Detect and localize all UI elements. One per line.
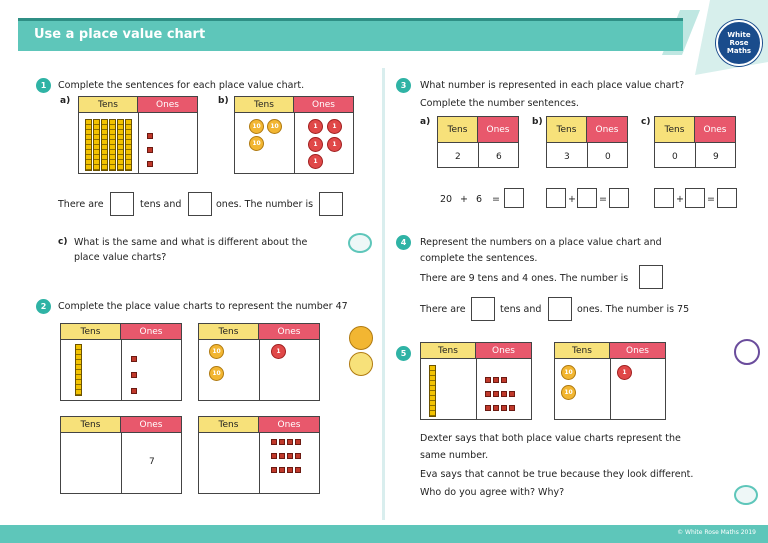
- ones-cube: [485, 391, 491, 397]
- q5-line-2: same number.: [420, 450, 489, 461]
- q1-tens-answer-box[interactable]: [110, 192, 134, 216]
- q3c-answer-box[interactable]: [717, 188, 737, 208]
- ones-header: Ones: [695, 117, 735, 143]
- q2-chart-4: [198, 416, 320, 494]
- tens-value: 0: [672, 152, 678, 162]
- tens-header: Tens: [199, 417, 259, 433]
- tens-header: Tens: [61, 324, 121, 340]
- one-counter: 1: [327, 119, 342, 134]
- q5-line-4: Who do you agree with? Why?: [420, 487, 565, 498]
- ones-header: Ones: [121, 417, 181, 433]
- ten-counter: 10: [267, 119, 282, 134]
- ones-value: 6: [496, 152, 502, 162]
- q1-there-are: There are: [58, 199, 104, 210]
- logo-line-3: Maths: [726, 47, 752, 55]
- column-divider: [382, 68, 385, 520]
- tens-value: 3: [564, 152, 570, 162]
- q1-tens-and: tens and: [140, 199, 182, 210]
- one-counter: 1: [308, 137, 323, 152]
- ten-counter: 10: [209, 344, 224, 359]
- q1-ones-answer-box[interactable]: [188, 192, 212, 216]
- one-counter: 1: [617, 365, 632, 380]
- tens-header: Tens: [79, 97, 138, 113]
- ones-cube: [279, 467, 285, 473]
- tens-header: Tens: [199, 324, 259, 340]
- q3a-eq-plus: +: [460, 194, 468, 205]
- tens-rod: [117, 119, 124, 171]
- ones-header: Ones: [476, 343, 531, 359]
- ten-counter: 10: [561, 365, 576, 380]
- ones-cube: [279, 439, 285, 445]
- ones-header: Ones: [138, 97, 197, 113]
- ones-cube: [295, 439, 301, 445]
- q3b-tens-box[interactable]: [546, 188, 566, 208]
- q2-chart-2: [198, 323, 320, 401]
- q5-chart-eva: [554, 342, 666, 420]
- q1a-label: a): [60, 96, 71, 106]
- tens-rod: [125, 119, 132, 171]
- ones-cube: [501, 391, 507, 397]
- ten-counter: 10: [249, 119, 264, 134]
- q4-tens-answer-box[interactable]: [471, 297, 495, 321]
- ones-value: 9: [713, 152, 719, 162]
- tens-header: Tens: [547, 117, 587, 143]
- ones-header: Ones: [587, 117, 627, 143]
- q4-line-3: There are 9 tens and 4 ones. The number is: [420, 273, 629, 284]
- tens-header: Tens: [555, 343, 610, 359]
- ones-cube: [295, 453, 301, 459]
- brain-challenge-icon: [734, 339, 760, 365]
- q4-line-1: Represent the numbers on a place value chart and: [420, 237, 662, 248]
- ones-cube: [147, 147, 153, 153]
- ones-cube: [287, 439, 293, 445]
- ten-counter: 10: [561, 385, 576, 400]
- tens-rod: [109, 119, 116, 171]
- ones-cube: [287, 467, 293, 473]
- q5-number-badge: 5: [396, 346, 411, 361]
- q1b-label: b): [218, 96, 229, 106]
- ones-cube: [509, 405, 515, 411]
- ones-cube: [493, 405, 499, 411]
- ones-header: Ones: [294, 97, 353, 113]
- footer-bar: [0, 525, 768, 543]
- q1-number-answer-box[interactable]: [319, 192, 343, 216]
- white-rose-maths-logo: [716, 20, 762, 66]
- ones-header: Ones: [610, 343, 665, 359]
- ones-cube: [279, 453, 285, 459]
- ones-cube: [485, 405, 491, 411]
- copyright: © White Rose Maths 2019: [677, 529, 756, 536]
- q1-prompt: Complete the sentences for each place value chart.: [58, 80, 305, 91]
- ones-header: Ones: [478, 117, 518, 143]
- tens-header: Tens: [655, 117, 695, 143]
- ones-cube: [147, 161, 153, 167]
- q3c-eq-equals: =: [707, 194, 715, 205]
- tens-rod: [101, 119, 108, 171]
- ones-cube: [509, 391, 515, 397]
- q3-prompt-2: Complete the number sentences.: [420, 98, 579, 109]
- tens-header: Tens: [235, 97, 294, 113]
- q3b-eq-plus: +: [568, 194, 576, 205]
- ones-cube: [271, 439, 277, 445]
- ones-cube: [295, 467, 301, 473]
- q4-number-answer-box[interactable]: [639, 265, 663, 289]
- q3b-answer-box[interactable]: [609, 188, 629, 208]
- q4-ones-answer-box[interactable]: [548, 297, 572, 321]
- q3b-ones-box[interactable]: [577, 188, 597, 208]
- q5-chart-dexter: [420, 342, 532, 420]
- header: [0, 0, 768, 75]
- q4-line-4-b: tens and: [500, 304, 542, 315]
- q1-number-badge: 1: [36, 78, 51, 93]
- ones-cube: [493, 377, 499, 383]
- ones-header: Ones: [259, 324, 319, 340]
- q3c-label: c): [641, 117, 651, 127]
- ones-cube: [131, 388, 137, 394]
- tens-header: Tens: [61, 417, 121, 433]
- ones-header: Ones: [121, 324, 181, 340]
- ones-cube: [271, 467, 277, 473]
- q4-number-badge: 4: [396, 235, 411, 250]
- page-title: Use a place value chart: [34, 27, 206, 42]
- q4-line-4-c: ones. The number is 75: [577, 304, 690, 315]
- q3c-tens-box[interactable]: [654, 188, 674, 208]
- q5-line-1: Dexter says that both place value charts represent the: [420, 433, 681, 444]
- tens-rod: [93, 119, 100, 171]
- logo-line-2: Rose: [729, 39, 749, 47]
- tens-value: 2: [455, 152, 461, 162]
- ones-cube: [147, 133, 153, 139]
- ones-cube: [485, 377, 491, 383]
- one-counter: 1: [308, 154, 323, 169]
- q1c-label: c): [58, 237, 68, 247]
- ones-cube: [287, 453, 293, 459]
- q3a-eq-ones: 6: [476, 194, 483, 205]
- q1c-line-1: What is the same and what is different about the: [74, 237, 308, 248]
- q3a-eq-equals: =: [492, 194, 500, 205]
- q2-prompt: Complete the place value charts to represent the number 47: [58, 301, 348, 312]
- tens-header: Tens: [438, 117, 478, 143]
- one-counter: 1: [327, 137, 342, 152]
- q2-chart-3-ones-value: 7: [149, 457, 155, 467]
- ones-cube: [271, 453, 277, 459]
- q2-chart-1: [60, 323, 182, 401]
- q1a-place-value-chart: [78, 96, 198, 174]
- tens-rod: [429, 365, 436, 417]
- tens-rod: [75, 344, 82, 396]
- pencil-icon: [349, 352, 373, 376]
- ten-counter: 10: [249, 136, 264, 151]
- q2-chart-3: [60, 416, 182, 494]
- q3b-label: b): [532, 117, 543, 127]
- ones-cube: [501, 377, 507, 383]
- tens-header: Tens: [421, 343, 476, 359]
- ones-cube: [501, 405, 507, 411]
- q3b-eq-equals: =: [599, 194, 607, 205]
- q5-line-3: Eva says that cannot be true because they look different.: [420, 469, 694, 480]
- q3c-ones-box[interactable]: [685, 188, 705, 208]
- q4-line-4-a: There are: [420, 304, 466, 315]
- ten-counter: 10: [209, 366, 224, 381]
- q3a-answer-box[interactable]: [504, 188, 524, 208]
- discussion-speech-bubble-icon: [734, 485, 758, 505]
- q3c-place-value-chart: [654, 116, 736, 168]
- q2-number-badge: 2: [36, 299, 51, 314]
- title-banner: [18, 18, 683, 51]
- discussion-speech-bubble-icon: [348, 233, 372, 253]
- logo-line-1: White: [727, 31, 751, 39]
- counters-resource-icon: [349, 326, 373, 350]
- ones-value: 0: [605, 152, 611, 162]
- q3a-label: a): [420, 117, 431, 127]
- ones-header: Ones: [259, 417, 319, 433]
- q3-number-badge: 3: [396, 78, 411, 93]
- q4-line-2: complete the sentences.: [420, 253, 538, 264]
- q3b-place-value-chart: [546, 116, 628, 168]
- q3-prompt: What number is represented in each place value chart?: [420, 80, 685, 91]
- ones-cube: [131, 372, 137, 378]
- q1-ones-number-is: ones. The number is: [216, 199, 314, 210]
- q1b-place-value-chart: [234, 96, 354, 174]
- tens-rod: [85, 119, 92, 171]
- q1c-line-2: place value charts?: [74, 252, 167, 263]
- q3a-eq-tens: 20: [440, 194, 453, 205]
- q3a-place-value-chart: [437, 116, 519, 168]
- one-counter: 1: [271, 344, 286, 359]
- ones-cube: [131, 356, 137, 362]
- one-counter: 1: [308, 119, 323, 134]
- ones-cube: [493, 391, 499, 397]
- q3c-eq-plus: +: [676, 194, 684, 205]
